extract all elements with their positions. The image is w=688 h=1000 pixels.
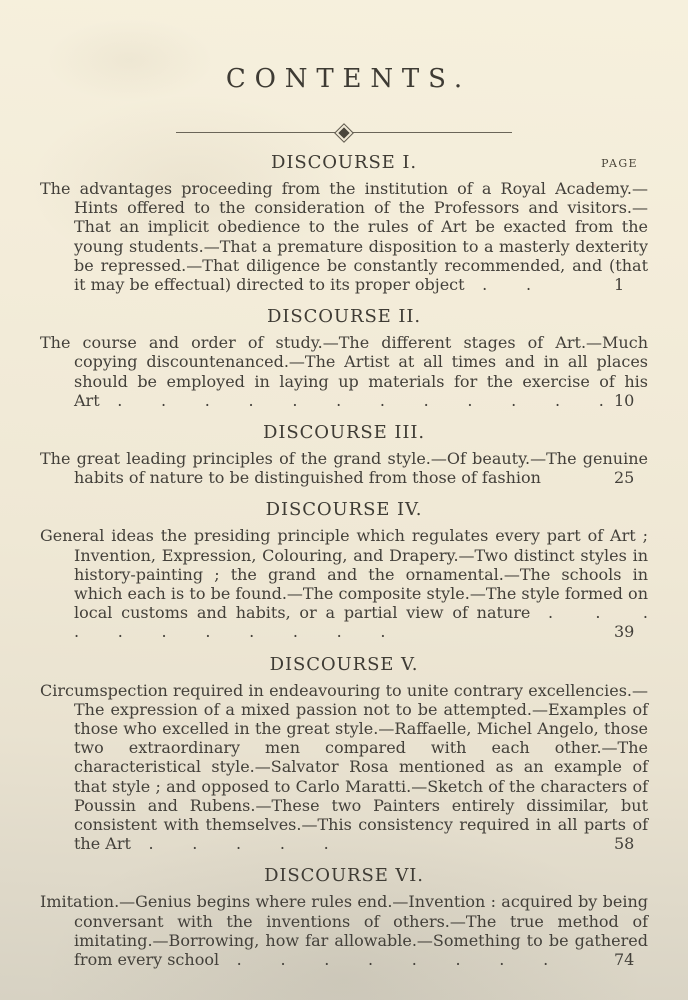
dot-leader: . . . . . . . . [236,950,549,970]
discourse-heading: DISCOURSE II. [267,306,421,328]
discourse-heading: DISCOURSE I. [271,152,417,173]
discourse-summary: The advantages proceeding from the institution of a Royal Academy.—Hints offered to the consideration of the Professors and visitors.—That an implicit obedience to the rules of Art be exacted from the young students.—That a premature disposition to a masterly dexterity be repressed.—That diligence be constantly recommended, and (that it may be effectual) directed to its proper object . . 1 [40,179,648,295]
toc-entry-discourse-6 [0,865,688,969]
summary-text: Circumspection required in endeavouring to unite contrary excellencies.—The expression of a mixed passion not to be attempted.—Examples of those who excelled in the great style.—Raffaelle, Michel Angelo, those two extraordinary men compared with each other.—The characteristical style.—Salvator Rosa mentioned as an example of that style ; and opposed to Carlo Maratti.—Sketch of the characters of Poussin and Rubens.—These two Painters entirely dissimilar, but consistent with themselves.—This consistency required in all parts of the Art [40,680,648,854]
section-divider [176,126,512,140]
dot-leader [541,468,559,487]
dot-leader: . . . . . . . . . . . [74,603,648,642]
dot-leader: . . . . . [148,834,329,854]
summary-text: General ideas the presiding principle which regulates every part of Art ; Invention, Expression, Colouring, and Drapery.—Two distinct styles in history-painting ; the grand and the ornamental.—The schools in which each is to be found.—The composite style.—The style formed on local customs and habits, or a partial view of nature [40,526,648,623]
summary-text: The advantages proceeding from the institution of a Royal Academy.—Hints offered to the consideration of the Professors and visitors.—That an implicit obedience to the rules of Art be exacted from the young students.—That a premature disposition to a masterly dexterity be repressed.—That diligence be constantly recommended, and (that it may be effectual) directed to its proper object [40,179,648,295]
toc-entry-discourse-5 [0,654,688,854]
page-column-label: PAGE [601,157,638,170]
table-of-contents [0,152,688,969]
discourse-summary: Circumspection required in endeavouring to unite contrary excellencies.—The expression of a mixed passion not to be attempted.—Examples of those who excelled in the great style.—Raffaelle, Michel Angelo, those two extraordinary men compared with each other.—The characteristical style.—Salvator Rosa mentioned as an example of that style ; and opposed to Carlo Maratti.—Sketch of the characters of Poussin and Rubens.—These two Painters entirely dissimilar, but consistent with themselves.—This consistency required in all parts of the Art . . . . . 58 [40,680,648,854]
summary-text: The great leading principles of the grand style.—Of beauty.—The genuine habits of nature to be distinguished from those of fashion [40,449,648,488]
summary-text: Imitation.—Genius begins where rules end.—Invention : acquired by being conversant with the inventions of others.—The true method of imitating.—Borrowing, how far allowable.—Something to be gathered from every school [40,892,648,970]
dot-leader: . . [482,275,532,295]
contents-title: CONTENTS. [225,64,471,94]
discourse-summary: The great leading principles of the grand style.—Of beauty.—The genuine habits of nature to be distinguished from those of fashion 25 [40,449,648,488]
discourse-summary: General ideas the presiding principle which regulates every part of Art ; Invention, Expression, Colouring, and Drapery.—Two distinct styles in history-painting ; the grand and the ornamental.—The schools in which each is to be found.—The composite style.—The style formed on local customs and habits, or a partial view of nature . . . . . . . . . . . 39 [40,526,648,642]
discourse-heading: DISCOURSE V. [269,653,419,675]
heading-row [0,152,688,173]
diamond-ornament-icon [338,127,349,138]
toc-entry-discourse-1 [0,152,688,294]
discourse-heading: DISCOURSE VI. [264,865,424,887]
toc-entry-discourse-3 [0,422,688,487]
discourse-summary: The course and order of study.—The different stages of Art.—Much copying discountenanced.—The Artist at all times and in all places should be employed in laying up materials for the exercise of his Art . . . . . . . . . . . . 10 [40,333,648,410]
discourse-heading: DISCOURSE III. [263,422,425,444]
toc-entry-discourse-4 [0,499,688,641]
discourse-heading: DISCOURSE IV. [265,499,423,521]
summary-text: The course and order of study.—The different stages of Art.—Much copying discountenanced.—The Artist at all times and in all places should be employed in laying up materials for the exercise of his Art [40,333,648,410]
dot-leader: . . . . . . . . . . . . [117,390,604,410]
discourse-summary: Imitation.—Genius begins where rules end.—Invention : acquired by being conversant with the inventions of others.—The true method of imitating.—Borrowing, how far allowable.—Something to be gathered from every school . . . . . . . . 74 [40,892,648,970]
toc-entry-discourse-2 [0,306,688,410]
